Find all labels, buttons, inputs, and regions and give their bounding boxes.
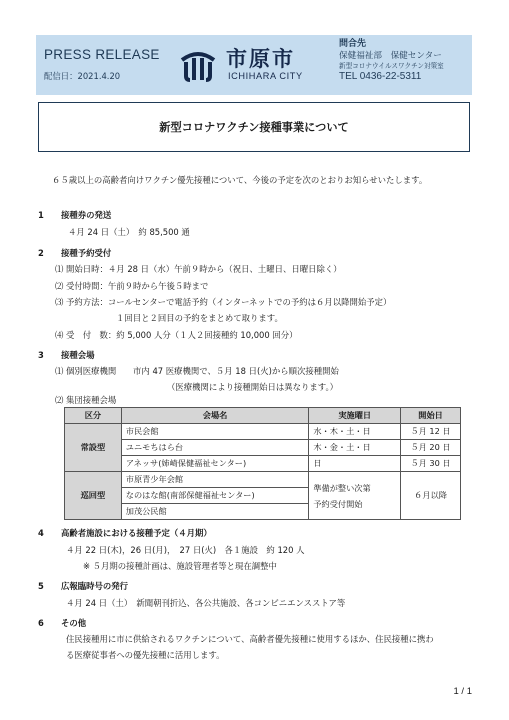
section-2-heading [38,247,111,259]
section-3-heading [38,349,95,361]
contact-office: 新型コロナウイルスワクチン対策室 [339,61,444,70]
venue-days-line: 準備が整い次第 [313,482,371,493]
section-2-item: ⑶ 予約方法：コールセンターで電話予約（インターネットでの予約は６月以降開始予定） [55,297,392,307]
venue-days: 水・木・土・日 [309,424,401,440]
intro-paragraph: ６５歳以上の高齢者向けワクチン優先接種について、今後の予定を次のとおりお知らせいたします。 [52,175,428,185]
section-2-item: １回目と２回目の予約をまとめて取ります。 [116,313,283,323]
section-number: 6 [38,618,44,628]
table-header-cell: 会場名 [121,408,309,424]
venue-name: なのはな館(南部保健福祉センター) [121,488,309,504]
table-header-row [65,408,461,424]
table-row [65,472,461,488]
venue-name: アネッサ(姉崎保健福祉センター) [121,456,309,472]
section-2-item: ⑵ 受付時間：午前９時から午後５時まで [55,281,209,291]
table-header-cell: 実施曜日 [309,408,401,424]
venue-name: ユニモちはら台 [121,440,309,456]
section-4-text: ４月 22 日(木)，26 日(月)， 27 日(火) 各１施設 約 120 人 [66,545,305,555]
section-2-item: ⑴ 開始日時：４月 28 日（水）午前９時から（祝日、土曜日、日曜日除く） [55,264,342,274]
venue-start: ５月 12 日 [401,424,461,440]
section-title: 接種券の発送 [61,210,112,220]
section-2-item: ⑷ 受 付 数：約 5,000 人分（１人２回接種約 10,000 回分） [55,330,298,340]
venue-start: ５月 20 日 [401,440,461,456]
delivery-date: 配信日：2021.4.20 [44,71,121,81]
section-5-text: ４月 24 日（土） 新聞朝刊折込、各公共施設、各コンビニエンスストア等 [66,598,346,608]
venue-days: 日 [309,456,401,472]
city-emblem-icon [178,44,218,84]
table-row [65,440,461,456]
press-release-label: PRESS RELEASE [44,47,160,62]
city-name-jp: 市原市 [226,47,295,71]
press-release-header [36,35,472,95]
contact-phone: TEL 0436-22-5311 [339,71,422,83]
section-title: 高齢者施設における接種予定（４月期） [61,528,212,538]
section-number: 3 [38,350,44,360]
venue-days: 木・金・土・日 [309,440,401,456]
section-1-heading [38,209,111,221]
section-title: その他 [61,618,87,628]
section-4-heading [38,527,212,539]
venue-name: 市原青少年会館 [121,472,309,488]
page-number: 1 / 1 [453,686,472,697]
contact-department: 保健福祉部 保健センター [339,50,442,61]
section-6-heading [38,617,86,629]
table-header-cell: 開始日 [401,408,461,424]
table-row [65,456,461,472]
section-6-text: る医療従事者への優先接種に活用します。 [66,650,225,660]
section-title: 広報臨時号の発行 [61,581,128,591]
venue-name: 加茂公民館 [121,504,309,520]
title-box [38,102,470,152]
section-number: 4 [38,528,44,538]
section-number: 1 [38,210,44,220]
table-header-cell: 区分 [65,408,122,424]
venue-start-mobile: ６月以降 [401,472,461,520]
section-number: 5 [38,581,44,591]
group-label-regular: 常設型 [65,424,122,472]
section-6-text: 住民接種用に市に供給されるワクチンについて、高齢者優先接種に使用するほか、住民接種に携わ [66,634,434,644]
document-title: 新型コロナワクチン接種事業について [159,121,349,134]
city-name-en: ICHIHARA CITY [228,71,303,81]
contact-label: 問合先 [339,39,367,49]
venue-table [64,407,461,520]
group-label-mobile: 巡回型 [65,472,122,520]
venue-name: 市民会館 [121,424,309,440]
section-3-item: ⑴ 個別医療機関 市内 47 医療機関で、５月 18 日(火)から順次接種開始 [55,366,339,376]
venue-days-line: 予約受付開始 [313,498,363,509]
section-5-heading [38,580,128,592]
venue-days-mobile [309,472,401,520]
section-3-item: ⑵ 集団接種会場 [55,395,117,405]
section-title: 接種予約受付 [61,248,112,258]
venue-start: ５月 30 日 [401,456,461,472]
section-3-note: （医療機関により接種開始日は異なります。） [167,382,339,392]
table-row [65,424,461,440]
section-title: 接種会場 [61,350,95,360]
section-1-text: ４月 24 日（土） 約 85,500 通 [68,227,190,237]
section-number: 2 [38,248,44,258]
contact-block [339,39,444,83]
section-4-note: ※ ５月期の接種計画は、施設管理者等と現在調整中 [83,561,277,571]
